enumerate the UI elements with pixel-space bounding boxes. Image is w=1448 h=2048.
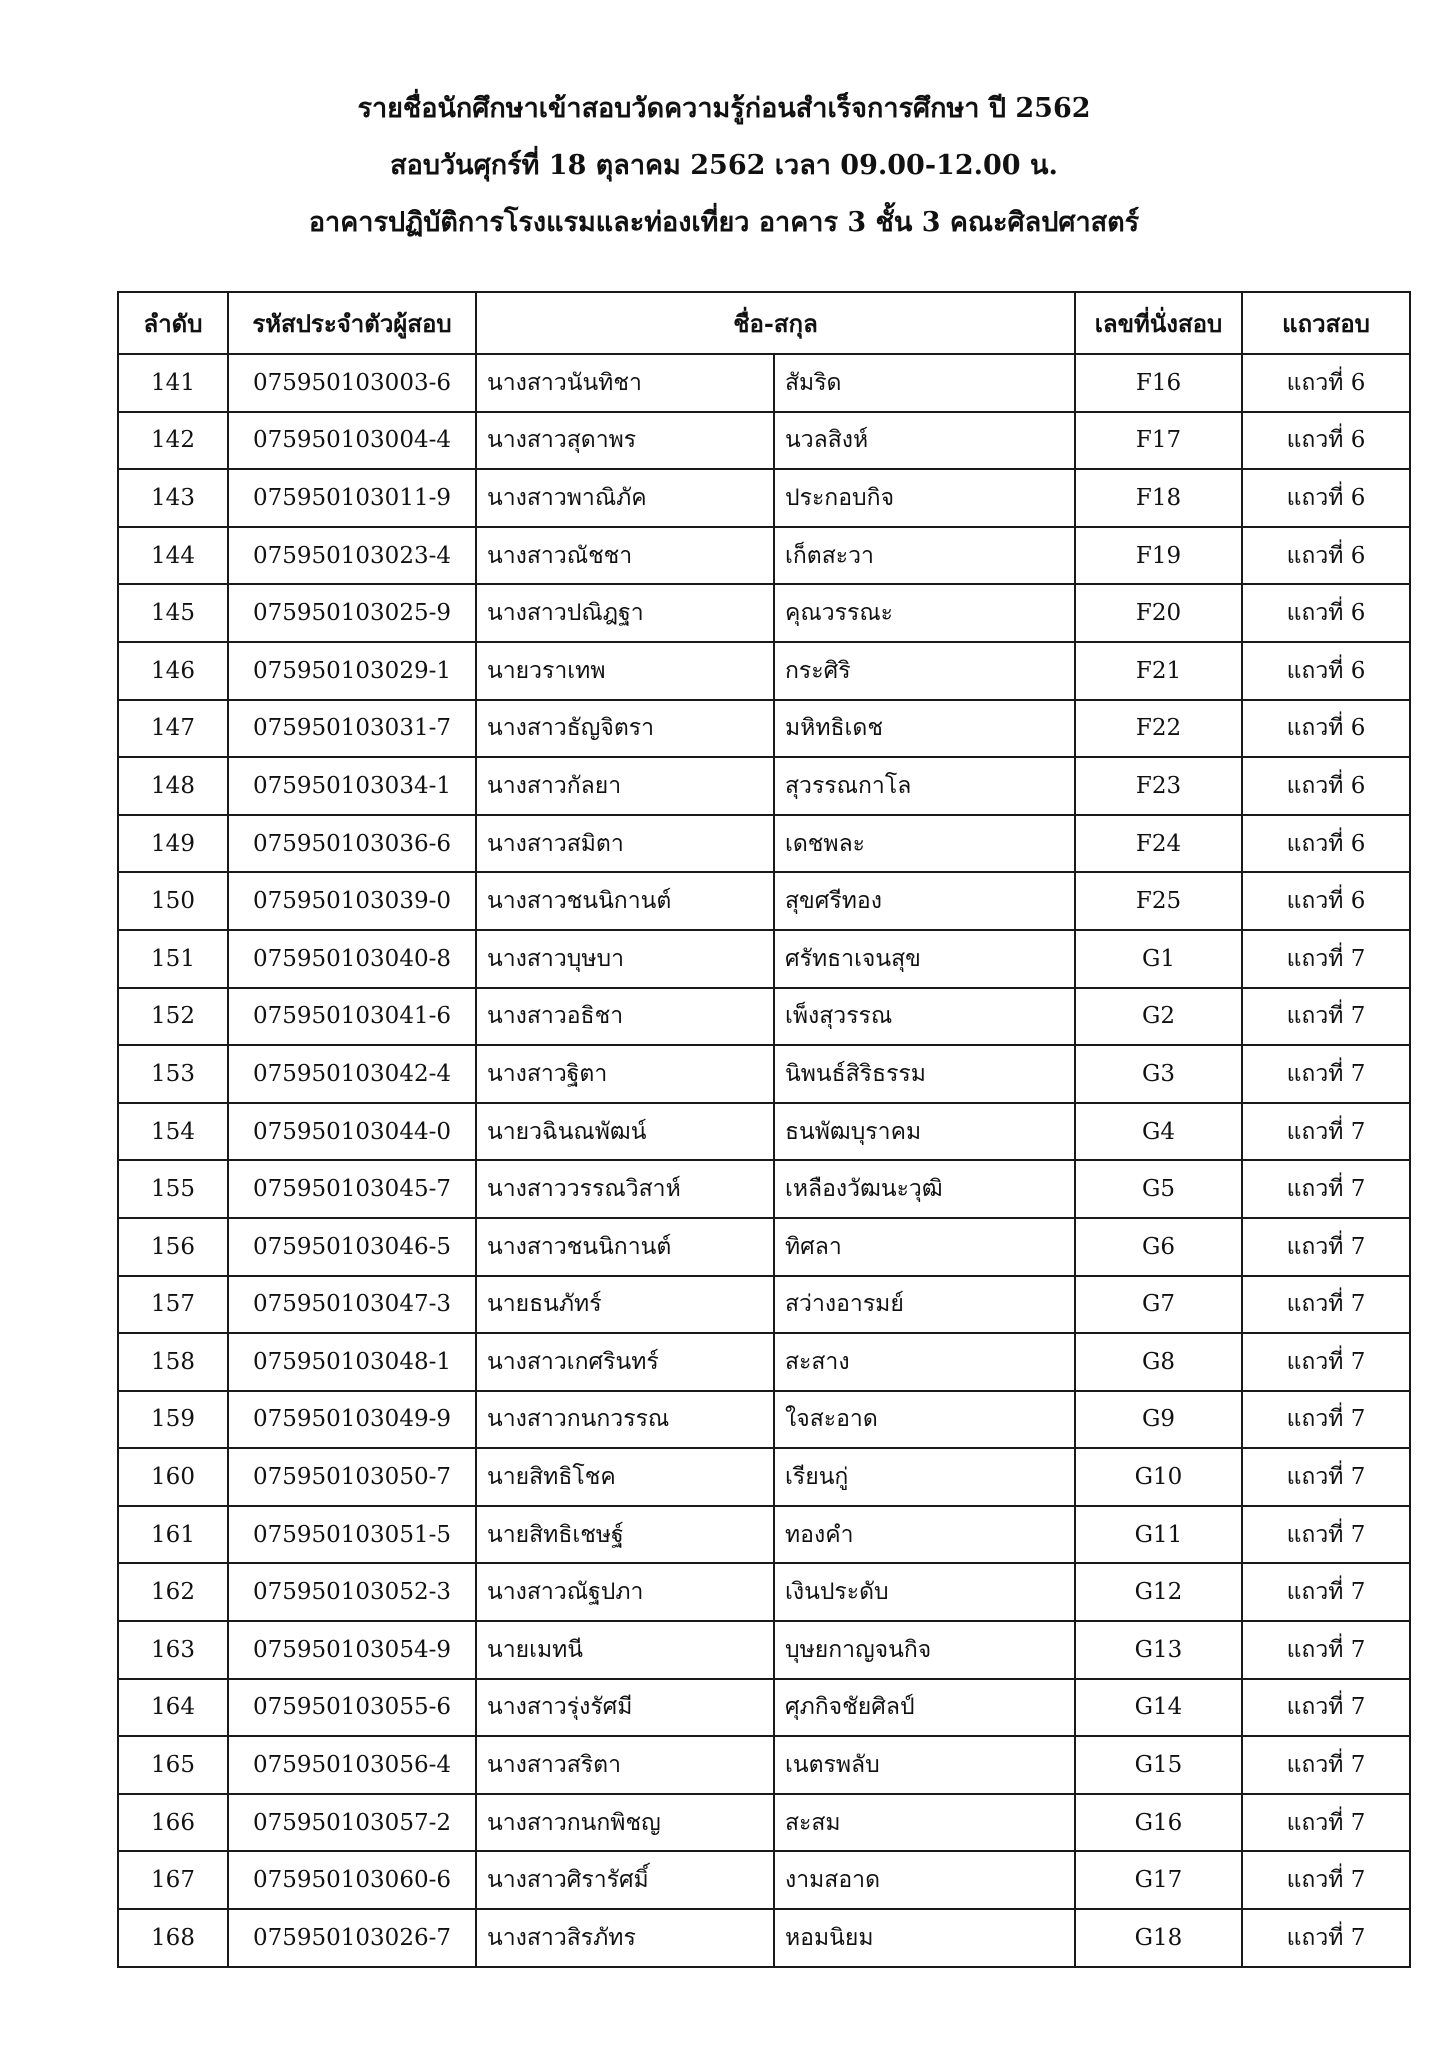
cell-order: 155 xyxy=(118,1160,228,1218)
cell-student-id: 075950103026-7 xyxy=(228,1909,476,1967)
cell-first-name: นางสาวบุษบา xyxy=(476,930,774,988)
cell-last-name: คุณวรรณะ xyxy=(774,584,1075,642)
table-header-row xyxy=(118,292,1410,354)
cell-first-name: นางสาวปณิฎฐา xyxy=(476,584,774,642)
cell-seat-number: G13 xyxy=(1075,1621,1242,1679)
cell-order: 150 xyxy=(118,872,228,930)
cell-exam-row: แถวที่ 7 xyxy=(1242,1045,1410,1103)
cell-last-name: สว่างอารมย์ xyxy=(774,1276,1075,1334)
cell-exam-row: แถวที่ 6 xyxy=(1242,412,1410,470)
cell-exam-row: แถวที่ 6 xyxy=(1242,354,1410,412)
cell-seat-number: F19 xyxy=(1075,527,1242,585)
cell-order: 163 xyxy=(118,1621,228,1679)
cell-seat-number: G8 xyxy=(1075,1333,1242,1391)
cell-seat-number: G12 xyxy=(1075,1563,1242,1621)
cell-seat-number: G3 xyxy=(1075,1045,1242,1103)
cell-last-name: ใจสะอาด xyxy=(774,1391,1075,1449)
table-row xyxy=(118,412,1410,470)
cell-seat-number: G11 xyxy=(1075,1506,1242,1564)
table-row xyxy=(118,1679,1410,1737)
cell-exam-row: แถวที่ 7 xyxy=(1242,1679,1410,1737)
cell-exam-row: แถวที่ 7 xyxy=(1242,1563,1410,1621)
cell-first-name: นางสาวรุ่งรัศมี xyxy=(476,1679,774,1737)
cell-order: 162 xyxy=(118,1563,228,1621)
table-row xyxy=(118,1909,1410,1967)
cell-student-id: 075950103003-6 xyxy=(228,354,476,412)
cell-order: 146 xyxy=(118,642,228,700)
cell-seat-number: G15 xyxy=(1075,1736,1242,1794)
cell-first-name: นางสาวสมิตา xyxy=(476,815,774,873)
table-row xyxy=(118,584,1410,642)
cell-last-name: เพ็งสุวรรณ xyxy=(774,988,1075,1046)
cell-last-name: สุวรรณกาโล xyxy=(774,757,1075,815)
cell-order: 164 xyxy=(118,1679,228,1737)
cell-exam-row: แถวที่ 7 xyxy=(1242,930,1410,988)
cell-last-name: เรียนกู่ xyxy=(774,1448,1075,1506)
cell-seat-number: G14 xyxy=(1075,1679,1242,1737)
cell-exam-row: แถวที่ 6 xyxy=(1242,757,1410,815)
cell-first-name: นายวฉินณพัฒน์ xyxy=(476,1103,774,1161)
cell-seat-number: F21 xyxy=(1075,642,1242,700)
cell-first-name: นางสาวกนกวรรณ xyxy=(476,1391,774,1449)
cell-exam-row: แถวที่ 6 xyxy=(1242,527,1410,585)
table-row xyxy=(118,1448,1410,1506)
cell-student-id: 075950103060-6 xyxy=(228,1851,476,1909)
cell-last-name: สะสม xyxy=(774,1794,1075,1852)
table-body xyxy=(118,354,1410,1967)
cell-student-id: 075950103041-6 xyxy=(228,988,476,1046)
cell-seat-number: G10 xyxy=(1075,1448,1242,1506)
cell-first-name: นายเมทนี xyxy=(476,1621,774,1679)
cell-first-name: นายสิทธิเชษฐ์ xyxy=(476,1506,774,1564)
cell-student-id: 075950103044-0 xyxy=(228,1103,476,1161)
cell-seat-number: G6 xyxy=(1075,1218,1242,1276)
cell-first-name: นางสาวเกศรินทร์ xyxy=(476,1333,774,1391)
cell-seat-number: G5 xyxy=(1075,1160,1242,1218)
cell-seat-number: G7 xyxy=(1075,1276,1242,1334)
cell-student-id: 075950103034-1 xyxy=(228,757,476,815)
cell-first-name: นางสาวณัฐปภา xyxy=(476,1563,774,1621)
table-row xyxy=(118,1506,1410,1564)
cell-order: 157 xyxy=(118,1276,228,1334)
cell-first-name: นายสิทธิโชค xyxy=(476,1448,774,1506)
cell-first-name: นางสาวกัลยา xyxy=(476,757,774,815)
table-row xyxy=(118,469,1410,527)
cell-first-name: นางสาวธัญจิตรา xyxy=(476,700,774,758)
cell-order: 154 xyxy=(118,1103,228,1161)
cell-last-name: สัมริด xyxy=(774,354,1075,412)
cell-first-name: นางสาวพาณิภัค xyxy=(476,469,774,527)
column-header-id: รหัสประจำตัวผู้สอบ xyxy=(228,292,476,354)
cell-student-id: 075950103031-7 xyxy=(228,700,476,758)
cell-student-id: 075950103039-0 xyxy=(228,872,476,930)
cell-order: 142 xyxy=(118,412,228,470)
cell-first-name: นางสาววรรณวิสาห์ xyxy=(476,1160,774,1218)
table-row xyxy=(118,1851,1410,1909)
cell-order: 148 xyxy=(118,757,228,815)
exam-location-line: อาคารปฏิบัติการโรงแรมและท่องเที่ยว อาคาร 3 ชั้น 3 คณะศิลปศาสตร์ xyxy=(308,207,1140,238)
cell-last-name: ทองคำ xyxy=(774,1506,1075,1564)
cell-seat-number: F23 xyxy=(1075,757,1242,815)
document-header xyxy=(0,95,1448,266)
cell-student-id: 075950103046-5 xyxy=(228,1218,476,1276)
cell-last-name: มหิทธิเดช xyxy=(774,700,1075,758)
cell-student-id: 075950103049-9 xyxy=(228,1391,476,1449)
cell-order: 168 xyxy=(118,1909,228,1967)
cell-last-name: เดชพละ xyxy=(774,815,1075,873)
table-row xyxy=(118,1563,1410,1621)
cell-last-name: สะสาง xyxy=(774,1333,1075,1391)
cell-last-name: กระศิริ xyxy=(774,642,1075,700)
cell-seat-number: G1 xyxy=(1075,930,1242,988)
cell-order: 141 xyxy=(118,354,228,412)
cell-student-id: 075950103004-4 xyxy=(228,412,476,470)
cell-student-id: 075950103051-5 xyxy=(228,1506,476,1564)
table-row xyxy=(118,1218,1410,1276)
cell-order: 153 xyxy=(118,1045,228,1103)
cell-first-name: นางสาวกนกพิชญ xyxy=(476,1794,774,1852)
cell-exam-row: แถวที่ 6 xyxy=(1242,815,1410,873)
cell-order: 156 xyxy=(118,1218,228,1276)
cell-seat-number: G2 xyxy=(1075,988,1242,1046)
cell-exam-row: แถวที่ 7 xyxy=(1242,1909,1410,1967)
table-row xyxy=(118,527,1410,585)
cell-seat-number: F16 xyxy=(1075,354,1242,412)
cell-student-id: 075950103047-3 xyxy=(228,1276,476,1334)
cell-exam-row: แถวที่ 6 xyxy=(1242,700,1410,758)
cell-order: 144 xyxy=(118,527,228,585)
cell-exam-row: แถวที่ 7 xyxy=(1242,1218,1410,1276)
cell-exam-row: แถวที่ 7 xyxy=(1242,1160,1410,1218)
cell-last-name: เนตรพลับ xyxy=(774,1736,1075,1794)
cell-seat-number: F18 xyxy=(1075,469,1242,527)
cell-order: 159 xyxy=(118,1391,228,1449)
cell-order: 165 xyxy=(118,1736,228,1794)
cell-student-id: 075950103040-8 xyxy=(228,930,476,988)
cell-student-id: 075950103055-6 xyxy=(228,1679,476,1737)
cell-seat-number: G16 xyxy=(1075,1794,1242,1852)
cell-last-name: ทิศลา xyxy=(774,1218,1075,1276)
column-header-seat: เลขที่นั่งสอบ xyxy=(1075,292,1242,354)
cell-first-name: นางสาวนันทิชา xyxy=(476,354,774,412)
cell-order: 143 xyxy=(118,469,228,527)
document-title: รายชื่อนักศึกษาเข้าสอบวัดความรู้ก่อนสำเร็จการศึกษา ปี 2562 xyxy=(357,93,1091,124)
table-row xyxy=(118,1045,1410,1103)
table-row xyxy=(118,354,1410,412)
cell-exam-row: แถวที่ 7 xyxy=(1242,1448,1410,1506)
cell-student-id: 075950103011-9 xyxy=(228,469,476,527)
cell-first-name: นายธนภัทร์ xyxy=(476,1276,774,1334)
cell-last-name: ธนพัฒบุราคม xyxy=(774,1103,1075,1161)
cell-last-name: งามสอาด xyxy=(774,1851,1075,1909)
column-header-row: แถวสอบ xyxy=(1242,292,1410,354)
table-row xyxy=(118,988,1410,1046)
table-row xyxy=(118,757,1410,815)
cell-student-id: 075950103048-1 xyxy=(228,1333,476,1391)
cell-seat-number: G4 xyxy=(1075,1103,1242,1161)
table-row xyxy=(118,815,1410,873)
table-row xyxy=(118,1794,1410,1852)
cell-seat-number: F17 xyxy=(1075,412,1242,470)
cell-order: 149 xyxy=(118,815,228,873)
cell-seat-number: F24 xyxy=(1075,815,1242,873)
cell-first-name: นางสาวฐิตา xyxy=(476,1045,774,1103)
column-header-name: ชื่อ-สกุล xyxy=(476,292,1075,354)
cell-last-name: ประกอบกิจ xyxy=(774,469,1075,527)
cell-exam-row: แถวที่ 6 xyxy=(1242,642,1410,700)
cell-seat-number: G17 xyxy=(1075,1851,1242,1909)
table-row xyxy=(118,1276,1410,1334)
cell-order: 145 xyxy=(118,584,228,642)
table-row xyxy=(118,930,1410,988)
table-row xyxy=(118,1621,1410,1679)
cell-last-name: ศุภกิจชัยศิลป์ xyxy=(774,1679,1075,1737)
cell-last-name: ศรัทธาเจนสุข xyxy=(774,930,1075,988)
cell-last-name: เงินประดับ xyxy=(774,1563,1075,1621)
cell-exam-row: แถวที่ 7 xyxy=(1242,1276,1410,1334)
cell-exam-row: แถวที่ 7 xyxy=(1242,1794,1410,1852)
cell-exam-row: แถวที่ 6 xyxy=(1242,584,1410,642)
cell-exam-row: แถวที่ 7 xyxy=(1242,1621,1410,1679)
cell-order: 161 xyxy=(118,1506,228,1564)
table-row xyxy=(118,1160,1410,1218)
cell-last-name: หอมนิยม xyxy=(774,1909,1075,1967)
cell-first-name: นางสาวชนนิกานต์ xyxy=(476,872,774,930)
cell-order: 158 xyxy=(118,1333,228,1391)
cell-exam-row: แถวที่ 7 xyxy=(1242,1736,1410,1794)
table-row xyxy=(118,1736,1410,1794)
cell-order: 166 xyxy=(118,1794,228,1852)
cell-exam-row: แถวที่ 6 xyxy=(1242,872,1410,930)
cell-order: 147 xyxy=(118,700,228,758)
cell-seat-number: F20 xyxy=(1075,584,1242,642)
cell-exam-row: แถวที่ 7 xyxy=(1242,1506,1410,1564)
cell-exam-row: แถวที่ 7 xyxy=(1242,1103,1410,1161)
cell-last-name: นวลสิงห์ xyxy=(774,412,1075,470)
cell-first-name: นางสาวสิรภัทร xyxy=(476,1909,774,1967)
table-row xyxy=(118,642,1410,700)
cell-first-name: นางสาวชนนิกานต์ xyxy=(476,1218,774,1276)
cell-student-id: 075950103025-9 xyxy=(228,584,476,642)
cell-seat-number: G9 xyxy=(1075,1391,1242,1449)
cell-last-name: บุษยกาญจนกิจ xyxy=(774,1621,1075,1679)
table-row xyxy=(118,1391,1410,1449)
cell-order: 167 xyxy=(118,1851,228,1909)
cell-exam-row: แถวที่ 7 xyxy=(1242,1391,1410,1449)
cell-seat-number: G18 xyxy=(1075,1909,1242,1967)
cell-student-id: 075950103056-4 xyxy=(228,1736,476,1794)
cell-exam-row: แถวที่ 7 xyxy=(1242,988,1410,1046)
cell-student-id: 075950103023-4 xyxy=(228,527,476,585)
cell-first-name: นางสาวสริตา xyxy=(476,1736,774,1794)
cell-exam-row: แถวที่ 6 xyxy=(1242,469,1410,527)
cell-last-name: สุขศรีทอง xyxy=(774,872,1075,930)
cell-last-name: เหลืองวัฒนะวุฒิ xyxy=(774,1160,1075,1218)
cell-exam-row: แถวที่ 7 xyxy=(1242,1851,1410,1909)
cell-order: 160 xyxy=(118,1448,228,1506)
cell-seat-number: F22 xyxy=(1075,700,1242,758)
cell-last-name: นิพนธ์สิริธรรม xyxy=(774,1045,1075,1103)
table-row xyxy=(118,1103,1410,1161)
cell-first-name: นางสาวศิรารัศมิ์ xyxy=(476,1851,774,1909)
cell-first-name: นางสาวสุดาพร xyxy=(476,412,774,470)
table-row xyxy=(118,700,1410,758)
cell-student-id: 075950103042-4 xyxy=(228,1045,476,1103)
cell-exam-row: แถวที่ 7 xyxy=(1242,1333,1410,1391)
cell-student-id: 075950103052-3 xyxy=(228,1563,476,1621)
cell-first-name: นายวราเทพ xyxy=(476,642,774,700)
column-header-order: ลำดับ xyxy=(118,292,228,354)
cell-first-name: นางสาวอธิชา xyxy=(476,988,774,1046)
cell-student-id: 075950103029-1 xyxy=(228,642,476,700)
cell-order: 152 xyxy=(118,988,228,1046)
table-row xyxy=(118,872,1410,930)
cell-seat-number: F25 xyxy=(1075,872,1242,930)
cell-student-id: 075950103057-2 xyxy=(228,1794,476,1852)
cell-student-id: 075950103050-7 xyxy=(228,1448,476,1506)
cell-student-id: 075950103045-7 xyxy=(228,1160,476,1218)
cell-last-name: เก็ตสะวา xyxy=(774,527,1075,585)
table-row xyxy=(118,1333,1410,1391)
cell-student-id: 075950103036-6 xyxy=(228,815,476,873)
cell-order: 151 xyxy=(118,930,228,988)
cell-first-name: นางสาวณัชชา xyxy=(476,527,774,585)
exam-date-line: สอบวันศุกร์ที่ 18 ตุลาคม 2562 เวลา 09.00-12.00 น. xyxy=(390,150,1058,181)
cell-student-id: 075950103054-9 xyxy=(228,1621,476,1679)
student-roster-table xyxy=(117,291,1411,1968)
